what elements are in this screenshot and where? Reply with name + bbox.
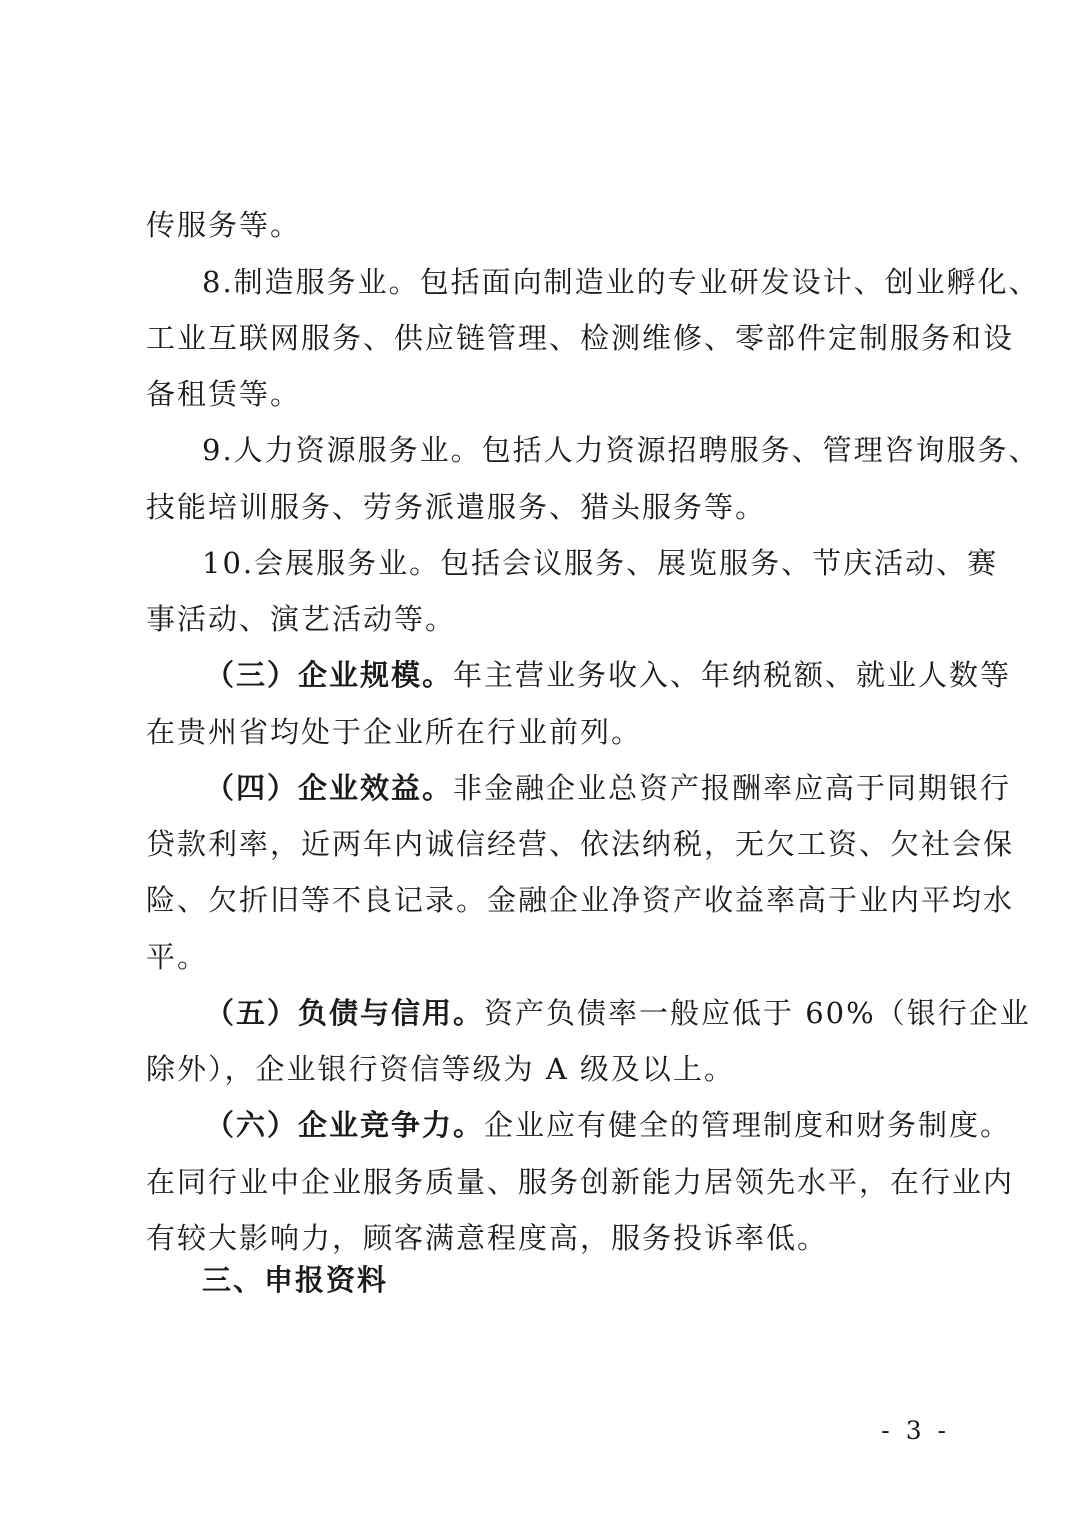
paragraph-line xyxy=(205,768,1012,808)
paragraph-line: 在同行业中企业服务质量、服务创新能力居领先水平，在行业内 xyxy=(146,1165,1015,1199)
paragraph-line xyxy=(205,655,1012,695)
paragraph-line: 险、欠折旧等不良记录。金融企业净资产收益率高于业内平均水 xyxy=(146,883,1015,917)
paragraph-text: 资产负债率一般应低于 60%（银行企业 xyxy=(484,996,1031,1030)
paragraph-line: 在贵州省均处于企业所在行业前列。 xyxy=(146,715,643,749)
paragraph-line: 平。 xyxy=(146,940,209,974)
paragraph-line xyxy=(205,993,1031,1033)
paragraph-line: 10.会展服务业。包括会议服务、展览服务、节庆活动、赛 xyxy=(202,546,999,580)
subsection-heading: （四）企业效益。 xyxy=(205,771,454,805)
paragraph-line: 贷款利率，近两年内诚信经营、依法纳税，无欠工资、欠社会保 xyxy=(146,827,1015,861)
paragraph-line: 有较大影响力，顾客满意程度高，服务投诉率低。 xyxy=(146,1221,829,1255)
paragraph-line: 事活动、演艺活动等。 xyxy=(146,602,457,636)
subsection-heading: （五）负债与信用。 xyxy=(205,996,485,1030)
paragraph-text: 非金融企业总资产报酬率应高于同期银行 xyxy=(453,771,1012,805)
paragraph-line: 技能培训服务、劳务派遣服务、猎头服务等。 xyxy=(146,490,767,524)
paragraph-line: 备租赁等。 xyxy=(146,377,302,411)
page-number: - 3 - xyxy=(881,1416,950,1445)
paragraph-text: 企业应有健全的管理制度和财务制度。 xyxy=(484,1108,1012,1142)
paragraph-line: 8.制造服务业。包括面向制造业的专业研发设计、创业孵化、 xyxy=(202,265,1040,299)
subsection-heading: （三）企业规模。 xyxy=(205,658,454,692)
subsection-heading: （六）企业竞争力。 xyxy=(205,1108,485,1142)
paragraph-line: 除外），企业银行资信等级为 A 级及以上。 xyxy=(146,1052,735,1086)
paragraph-line: 9.人力资源服务业。包括人力资源招聘服务、管理咨询服务、 xyxy=(202,433,1040,467)
paragraph-line: 工业互联网服务、供应链管理、检测维修、零部件定制服务和设 xyxy=(146,321,1015,355)
section-heading: 三、申报资料 xyxy=(202,1263,389,1297)
paragraph-line xyxy=(205,1105,1012,1145)
paragraph-line: 传服务等。 xyxy=(146,208,302,242)
paragraph-text: 年主营业务收入、年纳税额、就业人数等 xyxy=(453,658,1012,692)
